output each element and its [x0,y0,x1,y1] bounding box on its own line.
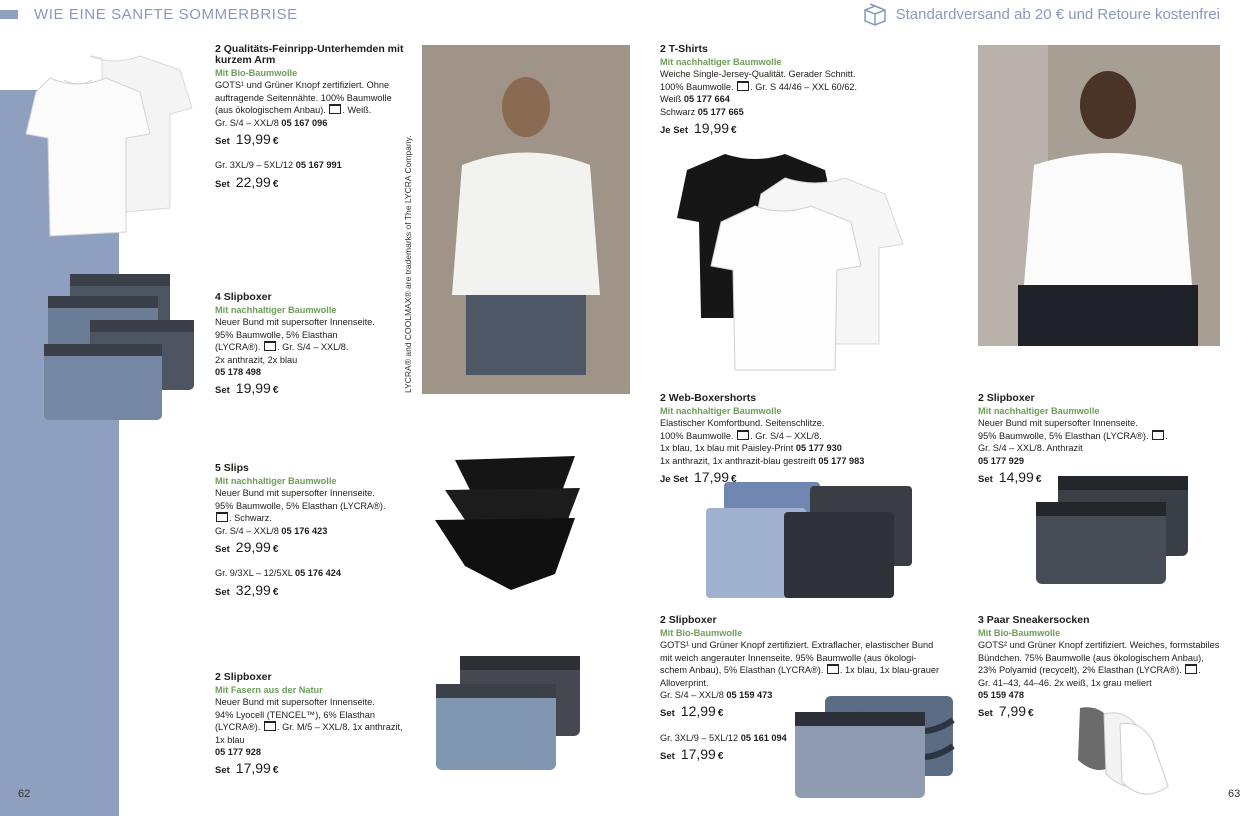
price-value: 19,99 [235,131,271,148]
product-name: 3 Paar Sneakersocken [978,614,1090,626]
price-value: 29,99 [235,539,271,556]
article-number: 05 177 929 [978,455,1024,466]
article-number: 05 161 094 [740,732,787,743]
currency: € [272,586,279,598]
size-range: Gr. 3XL/9 – 5XL/12 [215,160,294,171]
article-number: 05 177 664 [683,94,730,105]
product-name: 2 Web-Boxershorts [660,392,757,404]
article-number: 05 177 983 [818,455,865,466]
article-number: 05 177 665 [697,106,744,117]
product-desc: Elastischer Komfortbund. Seitenschlitze. [660,418,825,429]
shipping-info: Standardversand ab 20 € und Retoure kostenfrei [895,6,1220,23]
price-label: Set [978,474,993,486]
product-desc: . Gr. S/4 – XXL/8. [276,342,349,353]
price-row [215,762,405,777]
price-label: Set [215,178,230,190]
product-name: 2 Slipboxer [660,614,717,626]
product-web-boxershorts [660,393,920,486]
currency: € [272,765,279,777]
slipboxer-4-image [40,270,200,425]
currency: € [1028,708,1034,720]
price-value: 14,99 [998,469,1034,486]
price-value: 32,99 [235,581,271,598]
product-desc: 95% Baumwolle, 5% Elasthan (LYCRA®). [978,430,1149,441]
price-value: 17,99 [694,469,730,486]
tshirts-image [675,148,910,373]
product-desc: 95% Baumwolle, 5% Elasthan (LYCRA®). [215,500,386,511]
product-slipboxer-bio [660,615,960,764]
web-boxershorts-image [700,478,922,606]
currency: € [1035,474,1042,486]
model-photo-undershirt [422,45,630,394]
page-number-right: 63 [1228,788,1241,800]
slipboxer-tencel-image [430,650,590,780]
price-label: Set [660,751,675,763]
price-row [978,705,1228,720]
price-label: Set [660,708,675,720]
wash-care-icon [1152,430,1164,440]
price-label: Set [215,586,230,598]
product-desc: (LYCRA®). [215,342,261,353]
product-desc: 95% Baumwolle, 5% Elasthan [215,329,338,340]
product-subtitle: Mit Bio-Baumwolle [660,628,743,638]
shipping-box-icon [862,2,888,26]
size-range: Gr. S/4 – XXL/8 [215,117,279,128]
price-value: 19,99 [694,120,730,137]
price-value: 12,99 [680,703,716,720]
article-number: 05 178 498 [215,367,261,378]
price-row [215,541,405,556]
price-row [660,705,960,720]
article-number: 05 159 478 [978,690,1024,701]
product-desc: 100% Baumwolle. [660,81,734,92]
currency: € [272,544,279,556]
product-sneakersocks [978,615,1228,721]
product-desc: . [1198,665,1201,676]
wash-care-icon [1185,664,1197,674]
product-desc: . Schwarz. [229,513,272,524]
product-desc: schem Anbau), 5% Elasthan (LYCRA®). [660,665,824,676]
product-desc: auftragende Seitennähte. 100% Baumwolle [215,92,392,103]
currency: € [731,474,737,486]
price-row [660,122,890,137]
product-desc: Neuer Bund mit supersofter Innenseite. [215,697,375,708]
product-subtitle: Mit nachhaltiger Baumwolle [978,406,1100,416]
price-label: Je Set [660,474,688,486]
article-number: 05 167 991 [295,160,342,171]
currency: € [717,708,724,720]
product-desc: (aus ökologischem Anbau). [215,105,326,116]
section-title: WIE EINE SANFTE SOMMERBRISE [34,6,298,23]
price-value: 22,99 [235,173,271,190]
product-slipboxer-tencel [215,672,405,778]
product-desc: Gr. 41–43, 44–46. 2x weiß, 1x grau meliert [978,677,1152,688]
model-photo-tshirt [978,45,1220,346]
product-colors: 2x anthrazit, 2x blau [215,354,298,365]
product-subtitle: Mit nachhaltiger Baumwolle [215,476,337,486]
product-desc: Alloverprint. [660,677,709,688]
color-name: Schwarz [660,106,696,117]
price-row [978,471,1218,486]
price-row [215,173,405,191]
product-desc: GOTS¹ und Grüner Knopf zertifiziert. Ohne [215,80,390,91]
product-name: 2 Slipboxer [978,392,1035,404]
product-desc: 100% Baumwolle. [660,430,734,441]
product-name: 2 Qualitäts-Feinripp-Unterhemden mit kurzem Arm [215,43,404,66]
product-desc: Weiche Single-Jersey-Qualität. Gerader Schnitt. [660,69,856,80]
product-desc: . Gr. M/5 – XXL/8. 1x anthrazit, [276,722,403,733]
trademark-note: LYCRA® and COOLMAX® are trademarks of The LYCRA Company. [403,135,413,393]
price-label: Set [215,544,230,556]
product-desc: Neuer Bund mit supersofter Innenseite. [215,488,375,499]
product-desc: (LYCRA®). [215,722,261,733]
product-desc: Bündchen. 75% Baumwolle (aus ökologischem Anbau), [978,652,1204,663]
product-subtitle: Mit Bio-Baumwolle [215,68,298,78]
currency: € [272,136,279,148]
size-range: Gr. S/4 – XXL/8 [660,690,724,701]
currency: € [731,125,737,137]
product-name: 2 Slipboxer [215,671,272,683]
product-name: 4 Slipboxer [215,291,272,303]
product-subtitle: Mit Fasern aus der Natur [215,685,323,695]
product-desc: GOTS² und Grüner Knopf zertifiziert. Weiches, formstabiles [978,640,1220,651]
wash-care-icon [329,104,341,114]
product-desc: GOTS¹ und Grüner Knopf zertifiziert. Extraflacher, elastischer Bund [660,640,934,651]
header-accent-bar [0,10,18,19]
price-row [660,471,920,486]
article-number: 05 176 423 [281,525,328,536]
product-undershirts [215,44,405,191]
size-range: Gr. 3XL/9 – 5XL/12 [660,732,739,743]
product-subtitle: Mit Bio-Baumwolle [978,628,1061,638]
color-name: Weiß [660,94,682,105]
product-desc: . Gr. S/4 – XXL/8. [750,430,822,441]
product-slips-5 [215,463,405,599]
article-number: 05 167 096 [281,117,328,128]
price-label: Set [215,136,230,148]
wash-care-icon [216,512,228,522]
product-desc: Neuer Bund mit supersofter Innenseite. [215,317,375,328]
price-label: Je Set [660,125,688,137]
page-number-left: 62 [18,788,31,800]
product-subtitle: Mit nachhaltiger Baumwolle [660,57,782,67]
currency: € [272,385,279,397]
price-value: 17,99 [680,746,716,763]
color-name: 1x anthrazit, 1x anthrazit-blau gestreift [660,455,816,466]
wash-care-icon [264,721,276,731]
currency: € [717,751,724,763]
product-desc: . Gr. S 44/46 – XXL 60/62. [750,81,858,92]
size-range: Gr. 9/3XL – 12/5XL [215,568,293,579]
wash-care-icon [827,664,839,674]
product-slipboxer-4 [215,292,405,398]
price-label: Set [215,765,230,777]
undershirts-image [20,48,195,238]
product-colors: 1x blau [215,734,245,745]
price-value: 17,99 [235,760,271,777]
product-desc: . 1x blau, 1x blau-grauer [839,665,940,676]
price-row [215,581,405,599]
size-range: Gr. S/4 – XXL/8. Anthrazit [978,443,1083,454]
wash-care-icon [737,81,749,91]
color-name: 1x blau, 1x blau mit Paisley-Print [660,443,794,454]
product-desc: 23% Polyamid (recycelt), 2% Elasthan (LYCRA®). [978,665,1182,676]
product-desc: . [1165,430,1168,441]
price-label: Set [978,708,993,720]
product-desc: . Weiß. [342,105,372,116]
price-value: 7,99 [998,703,1027,720]
wash-care-icon [264,341,276,351]
article-number: 05 177 930 [795,443,842,454]
size-range: Gr. S/4 – XXL/8 [215,525,279,536]
product-slipboxer-anthrazit [978,393,1218,486]
product-desc: Neuer Bund mit supersofter Innenseite. [978,418,1138,429]
product-desc: 94% Lyocell (TENCEL™), 6% Elasthan [215,709,375,720]
slipboxer-anthrazit-image [1030,470,1200,588]
product-name: 2 T-Shirts [660,43,708,55]
price-label: Set [215,385,230,397]
product-subtitle: Mit nachhaltiger Baumwolle [660,406,782,416]
product-name: 5 Slips [215,462,249,474]
wash-care-icon [737,430,749,440]
slips-5-image [425,440,590,600]
currency: € [272,178,279,190]
article-number: 05 176 424 [295,568,342,579]
product-subtitle: Mit nachhaltiger Baumwolle [215,305,337,315]
price-row [215,133,405,148]
price-row [660,748,960,763]
product-tshirts [660,44,890,137]
price-row [215,382,405,397]
product-desc: mit weich angerauter Innenseite. 95% Baumwolle (aus ökologi- [660,652,917,663]
article-number: 05 159 473 [726,690,773,701]
price-value: 19,99 [235,380,271,397]
article-number: 05 177 928 [215,747,261,758]
